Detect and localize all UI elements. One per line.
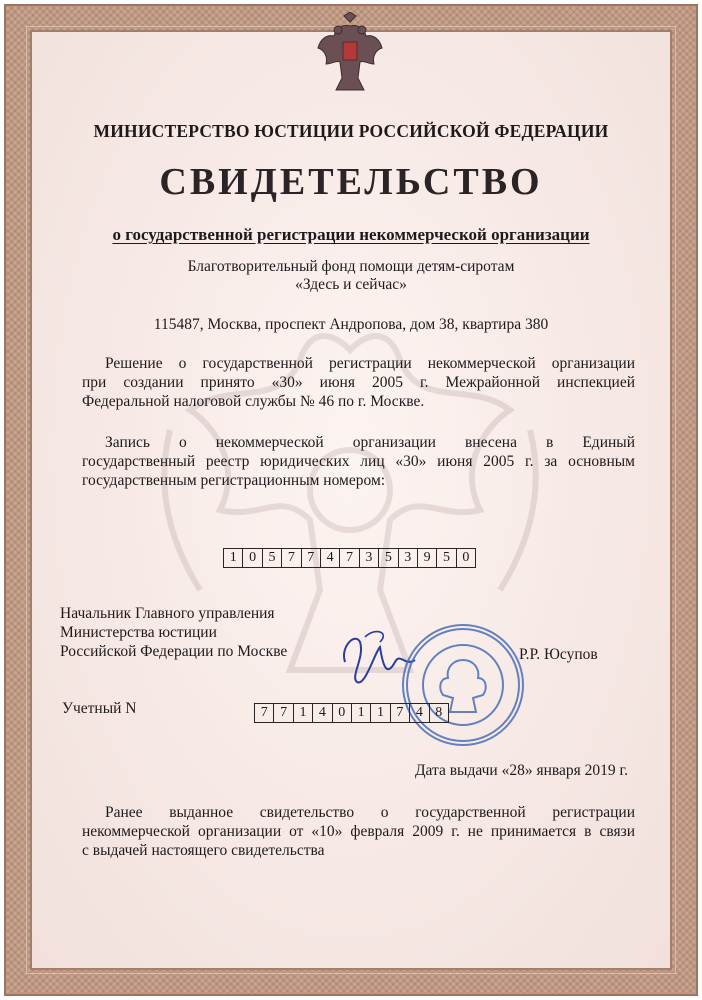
organization-name-line2: «Здесь и сейчас» bbox=[295, 276, 407, 293]
official-seal-icon bbox=[398, 620, 528, 750]
ministry-name: МИНИСТЕРСТВО ЮСТИЦИИ РОССИЙСКОЙ ФЕДЕРАЦИИ bbox=[93, 121, 609, 141]
issue-date: Дата выдачи «28» января 2019 г. bbox=[414, 762, 628, 779]
official-position bbox=[60, 604, 287, 661]
entry-line: государственный реестр юридических лиц «30» июня 2005 г. за основным bbox=[82, 453, 635, 470]
account-digit: 1 bbox=[370, 703, 389, 723]
page-title: СВИДЕТЕЛЬСТВО bbox=[159, 161, 543, 203]
organization-address: 115487, Москва, проспект Андропова, дом 38, квартира 380 bbox=[153, 316, 549, 333]
account-digit: 1 bbox=[351, 703, 370, 723]
ogrn-digit: 1 bbox=[223, 548, 242, 568]
previous-certificate-line: с выдачей настоящего свидетельства bbox=[82, 842, 325, 859]
ogrn-digit: 5 bbox=[436, 548, 455, 568]
ogrn-digit: 5 bbox=[262, 548, 281, 568]
coat-of-arms-icon bbox=[314, 12, 386, 96]
account-digit: 4 bbox=[409, 703, 428, 723]
account-digit: 0 bbox=[332, 703, 351, 723]
official-position-line: Российской Федерации по Москве bbox=[60, 643, 288, 660]
previous-certificate-line: некоммерческой организации от «10» февраля 2009 г. не принимается в связи bbox=[82, 823, 635, 840]
official-position-line: Министерства юстиции bbox=[60, 624, 217, 641]
organization-name-line1: Благотворительный фонд помощи детям-сиротам bbox=[187, 258, 515, 275]
previous-certificate-line: Ранее выданное свидетельство о государственной регистрации bbox=[105, 804, 635, 821]
entry-line: государственным регистрационным номером: bbox=[82, 472, 386, 489]
ogrn-digit: 0 bbox=[242, 548, 261, 568]
ogrn-number bbox=[223, 548, 476, 568]
account-digit: 4 bbox=[312, 703, 331, 723]
ogrn-digit: 9 bbox=[417, 548, 436, 568]
account-digit: 8 bbox=[429, 703, 449, 723]
account-label: Учетный N bbox=[62, 700, 137, 717]
account-digit: 1 bbox=[293, 703, 312, 723]
certificate-subtitle: о государственной регистрации некоммерческой организации bbox=[112, 225, 590, 244]
decision-line: при создании принято «30» июня 2005 г. Межрайонной инспекцией bbox=[82, 374, 635, 391]
account-number bbox=[254, 703, 449, 723]
ogrn-digit: 5 bbox=[378, 548, 397, 568]
ogrn-digit: 3 bbox=[359, 548, 378, 568]
account-digit: 7 bbox=[390, 703, 409, 723]
official-name: Р.Р. Юсупов bbox=[519, 646, 598, 663]
ogrn-digit: 0 bbox=[456, 548, 476, 568]
account-digit: 7 bbox=[254, 703, 273, 723]
ogrn-digit: 4 bbox=[320, 548, 339, 568]
ogrn-digit: 7 bbox=[301, 548, 320, 568]
ogrn-digit: 7 bbox=[339, 548, 358, 568]
decision-line: Решение о государственной регистрации некоммерческой организации bbox=[105, 355, 635, 372]
account-digit: 7 bbox=[273, 703, 292, 723]
ogrn-digit: 7 bbox=[281, 548, 300, 568]
decision-line: Федеральной налоговой службы № 46 по г. Москве. bbox=[82, 393, 425, 410]
ogrn-digit: 3 bbox=[398, 548, 417, 568]
entry-line: Запись о некоммерческой организации внесена в Единый bbox=[105, 434, 635, 451]
official-position-line: Начальник Главного управления bbox=[60, 605, 275, 622]
